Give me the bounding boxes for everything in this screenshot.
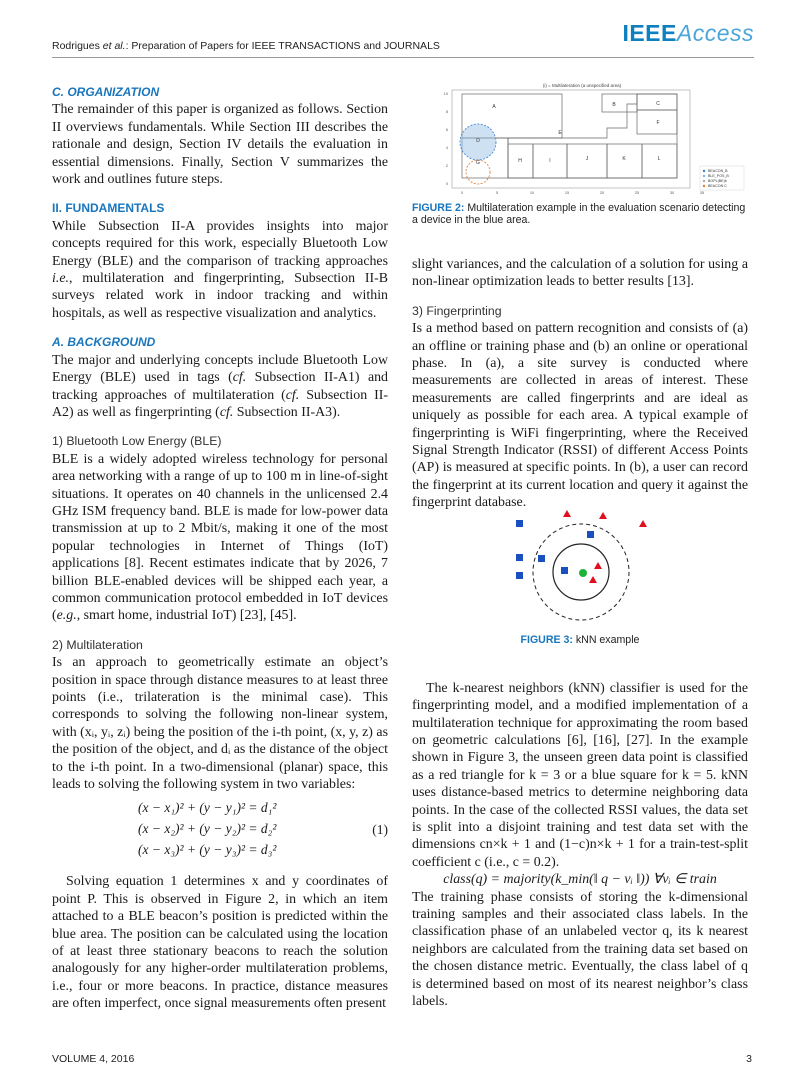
y-tick-label: 2 xyxy=(445,164,448,168)
red-triangle-point xyxy=(589,576,597,583)
figure-3-knn-diagram xyxy=(505,506,660,631)
room-label: H xyxy=(518,158,522,164)
y-tick-label: 0 xyxy=(445,182,448,186)
legend-marker xyxy=(703,185,705,187)
section-heading-organization: C. ORGANIZATION xyxy=(52,85,160,99)
red-triangle-point xyxy=(563,510,571,517)
legend-marker xyxy=(703,175,705,177)
legend-marker xyxy=(703,170,705,172)
red-triangle-point xyxy=(594,562,602,569)
room-label: G xyxy=(476,160,480,166)
blue-square-point xyxy=(538,555,545,562)
y-tick-label: 4 xyxy=(445,146,448,150)
blue-square-point xyxy=(516,554,523,561)
room-label: A xyxy=(492,104,496,110)
equation-line-3: (x − x₃)² + (y − y₃)² = d₃² xyxy=(138,842,277,858)
legend-marker xyxy=(703,180,705,182)
legend-label: BOPL(BE)b xyxy=(708,179,727,183)
x-tick-label: 30 xyxy=(669,191,675,195)
section-heading-background: A. BACKGROUND xyxy=(52,335,156,350)
room-label: K xyxy=(622,156,626,162)
x-tick-label: 35 xyxy=(699,191,705,195)
page-number: 3 xyxy=(746,1053,752,1065)
subsection-heading-fingerprinting: 3) Fingerprinting xyxy=(412,303,502,318)
red-triangle-point xyxy=(599,512,607,519)
x-tick-label: 20 xyxy=(599,191,605,195)
query-point-green xyxy=(579,569,587,577)
room-label: J xyxy=(585,156,589,162)
equation-line-2: (x − x₂)² + (y − y₂)² = d₂² xyxy=(138,821,277,837)
x-tick-label: 5 xyxy=(495,191,499,195)
x-tick-label: 10 xyxy=(529,191,535,195)
blue-square-point xyxy=(587,531,594,538)
room-label: F xyxy=(656,120,660,126)
room-label: D xyxy=(476,138,480,144)
paragraph-organization: The remainder of this paper is organized as follows. Section II overviews fundamentals. While Section III describes the rationale and design, Section IV details the evaluation in essential dimensions. Finally, Section V summarizes the work and outlines future steps. xyxy=(52,102,388,188)
subsection-heading-ble: 1) Bluetooth Low Energy (BLE) xyxy=(52,434,222,449)
room-label: L xyxy=(657,156,661,162)
footer-volume: VOLUME 4, 2016 xyxy=(52,1053,135,1065)
ieee-access-logo: IEEEAccess xyxy=(622,20,754,46)
y-tick-label: 6 xyxy=(445,128,448,132)
y-tick-label: 10 xyxy=(443,92,448,96)
equation-1 xyxy=(52,799,388,863)
legend-label: BEACON_B xyxy=(708,169,728,173)
room-b xyxy=(602,94,637,112)
paragraph-fingerprinting: Is a method based on pattern recognition and consists of (a) an offline or training phase and (b) an online or operational phase. In (a), a site survey is conducted where measurements are collected in areas of interest. These measurements are called fingerprints and are ideal as uniquely as possible for each area. A typical example of fingerprinting is WiFi fingerprinting, where the Received Signal Strength Indicator (RSSI) of different Access Points (AP) is measured at specific points. In (b), a user can record the fingerprint at its current location and query it against the fingerprint database. xyxy=(412,321,748,511)
room-label: C xyxy=(656,101,660,107)
fig2-title: (i) = Multilateration (a unspecified area) xyxy=(542,83,622,88)
paragraph-continued: slight variances, and the calculation of a solution for using a non-linear optimization leads to better results [13]. xyxy=(412,257,748,290)
equation-number: (1) xyxy=(372,822,388,838)
red-triangle-point xyxy=(639,520,647,527)
paragraph-training: The training phase consists of storing the k-dimensional training samples and their associated class labels. In the classification phase of an unlabeled vector q, its k nearest neighbors are calculated from the training data set based on the chosen distance metric. Eventually, the class label of q is determined based on most of its nearest neighbor’s class labels. xyxy=(412,889,748,1009)
y-tick-label: 8 xyxy=(445,110,448,114)
paragraph-ble: BLE is a widely adopted wireless technology for personal area networking with a range of up to 100 m in line-of-sight situations. It operates on 40 channels in the unlicensed 2.4 GHz ISM frequency band. BLE is made for low-power data transmission at up to 2 Mbit/s, making it one of the most popular technologies in Internet of Things (IoT) applications [8]. Recent estimates indicate that by 2026, 7 billion BLE-enabled devices will be shipped each year, a common communication protocol embedded in IoT devices (e.g., smart home, industrial IoT) [23], [45]. xyxy=(52,451,388,624)
classification-equation: class(q) = majority(k_min(‖ q − vᵢ ‖)) ∀vᵢ ∈ train xyxy=(443,872,717,888)
paragraph-knn: The k-nearest neighbors (kNN) classifier is used for the fingerprinting model, and a modified implementation of a multilateration technique for approximating the room based on geometric calculations [6], [16], [27]. In the example shown in Figure 3, the unseen green data point is classified as a red triangle for k = 3 or a blue square for k = 5. kNN uses distance-based metrics to determine neighboring data points. In the case of the collected RSSI values, the data set is split into a disjoint training and test data set with the dimensions cn×k + 1 and (1−c)n×k + 1 for a train-test-split coefficient c (i.e., c = 0.2). xyxy=(412,680,748,870)
fig2-legend xyxy=(700,166,744,190)
x-tick-label: 15 xyxy=(564,191,570,195)
running-header: Rodrigues et al.: Preparation of Papers for IEEE TRANSACTIONS and JOURNALS xyxy=(52,40,440,52)
paragraph-solving: Solving equation 1 determines x and y coordinates of point P. This is observed in Figure 2, in which an item attached to a BLE beacon’s position is predicted within the blue area. The position can be calculated using the location of at least three stationary beacons to reach the solution analogously for any higher-order multilateration problems, i.e., four or more beacons. In practice, distance measures are often imperfect, once signal measurements often present xyxy=(52,874,388,1012)
paragraph-fundamentals: While Subsection II-A provides insights into major concepts required for this work, especially Bluetooth Low Energy (BLE) and the comparison of tracking approaches i.e., multilateration and fingerprinting, Subsection II-B surveys related work in indoor tracking and within hospitals, as well as respective visualization and analytics. xyxy=(52,218,388,321)
header-rule xyxy=(52,57,754,58)
left-column xyxy=(52,84,388,1013)
blue-square-point xyxy=(516,572,523,579)
figure-2-caption: FIGURE 2: Multilateration example in the evaluation scenario detecting a device in the blue area. xyxy=(412,202,746,227)
section-heading-fundamentals: II. FUNDAMENTALS xyxy=(52,201,165,216)
paragraph-background: The major and underlying concepts include Bluetooth Low Energy (BLE) used in tags (cf. Subsection II-A1) and tracking approaches of multilateration (cf. Subsection II-A2) as well as fingerprinting (cf. Subsection II-A3). xyxy=(52,352,388,420)
equation-line-1: (x − x₁)² + (y − y₁)² = d₁² xyxy=(138,800,277,816)
legend-label: BEACON C xyxy=(708,184,727,188)
blue-square-point xyxy=(561,567,568,574)
subsection-heading-multilateration: 2) Multilateration xyxy=(52,637,143,652)
room-label: I xyxy=(549,158,551,164)
legend-label: BLE_POS_B xyxy=(708,174,729,178)
paragraph-multilateration: Is an approach to geometrically estimate an object’s position in space through distance measures to at least three points (i.e., trilateration is the minimal case). This corresponds to solving the following non-linear system, with (xᵢ, yᵢ, zᵢ) being the position of the i-th point, (x, y, z) as the position of the object, and dᵢ as the distance of the object to the i-th point. In a two-dimensional (planar) space, this leads to solving the following system in two variables: xyxy=(52,655,388,793)
figure-3-caption: FIGURE 3: kNN example xyxy=(520,634,640,646)
figure-2-multilateration-plot xyxy=(412,80,748,198)
blue-square-point xyxy=(516,520,523,527)
x-tick-label: 0 xyxy=(460,191,464,195)
x-tick-label: 25 xyxy=(634,191,640,195)
room-label: B xyxy=(612,102,616,108)
room-label: E xyxy=(558,130,562,136)
